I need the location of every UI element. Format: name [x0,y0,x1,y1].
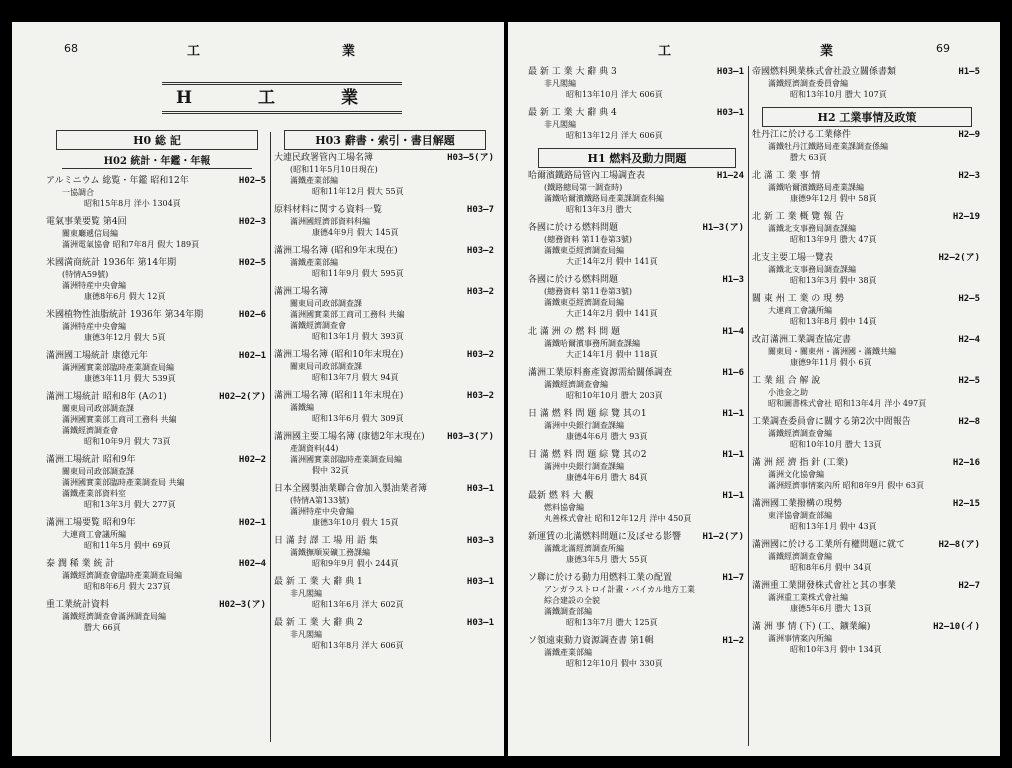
entry-title: 日 滿 封 譯 工 場 用 語 集 [274,536,378,546]
entry-code: H03—2 [466,246,494,256]
catalog-entry [528,170,746,215]
entry-title: 大連民政署管內工場名簿 [274,153,374,163]
entry-code: H02—2(ア) [219,392,266,402]
entry-publisher: 非凡閣編 [544,79,576,88]
entry-pub-info: 康德3年5月 謄大 55頁 [566,555,648,564]
entry-publisher: 關東局司政部調查課 [290,362,362,371]
entry-publisher: (鐵路總局第一調查時) [544,183,623,192]
column-divider-left [270,132,271,742]
entry-title: ソ領遠東動力資源調查書 第1輯 [528,636,654,646]
entry-code: H1—5 [958,67,980,77]
entry-title: 滿洲工場統計 昭和9年 [46,455,136,465]
entry-code: H03—1 [716,67,744,77]
entry-code: H2—3 [958,171,980,181]
entry-title: 泰 潤 稀 業 統 計 [46,559,115,569]
entry-publisher: 滿鐵經濟調查委員會編 [768,79,848,88]
entry-code: H1—1 [722,409,744,419]
entry-publisher: 昭和圖書株式會社 昭和13年4月 洋小 497頁 [768,399,927,408]
entry-code: H2—5 [958,294,980,304]
entry-pub-info: 昭和13年8月 洋大 606頁 [312,641,404,650]
entry-pub-info: 康德9年11月 假小 6頁 [790,358,872,367]
entry-title: 關 東 州 工 業 の 現 勢 [752,294,845,304]
header-left-1: 工 [187,44,201,59]
entry-code: H02—2 [238,455,266,465]
catalog-entry [528,66,746,100]
entry-pub-info: 昭和10年10月 謄大 13頁 [790,440,882,449]
entry-pub-info: 謄大 63頁 [790,153,827,162]
entry-publisher: 滿洲特産中央會編 [62,281,126,290]
catalog-entry [46,175,268,209]
catalog-entry [274,535,496,569]
entry-code: H02—5 [238,258,266,268]
entry-publisher: 滿洲國實業部臨時產業調查局編 [290,455,402,464]
entry-publisher: 關東局・關東州・滿洲國・滿鐵共編 [768,347,896,356]
entry-code: H03—2 [466,350,494,360]
entry-title: 北 滿 洲 の 燃 料 問 題 [528,327,621,337]
entry-title: 新運賃の北滿燃料問題に及ぼせる影響 [528,532,682,542]
entry-title: 北支主要工場一覽表 [752,253,834,263]
entry-pub-info: 大正14年2月 假中 141頁 [566,257,658,266]
entry-pub-info: 昭和10年3月 假中 134頁 [790,645,882,654]
entry-publisher: 滿洲國實業部臨時產業調查局編 [62,363,174,372]
entry-pub-info: 康德9年12月 假中 58頁 [790,194,877,203]
entry-title: 滿洲工業原料畜產資源需給關係調查 [528,368,673,378]
entry-title: 滿洲工場名簿 [274,287,329,297]
entry-publisher: 非凡閣編 [290,589,322,598]
page-number-left: 68 [64,42,78,55]
entry-publisher: 滿鐵北支事務局調查課編 [768,265,856,274]
entry-pub-info: 昭和13年3月 謄大 [566,205,632,214]
entry-title: 滿洲工場名簿 (昭和11年末現在) [274,391,404,401]
entry-pub-info: 昭和13年7月 謄大 125頁 [566,618,658,627]
entry-publisher: 滿鐵東亞經濟調查局編 [544,298,624,307]
catalog-entry [46,558,268,592]
entry-title: 滿 洲 經 濟 指 針 (工業) [752,458,849,468]
entry-publisher: 滿鐵經濟調查會 [290,321,346,330]
entry-title: 日 滿 燃 料 問 題 綜 覽 其の1 [528,409,647,419]
section-heading: H2 工業事情及政策 [762,107,972,127]
right-page [508,22,1000,756]
entry-publisher: 滿鐵哈爾濱鐵路局產業課調查科編 [544,194,664,203]
catalog-entry [274,152,496,197]
entry-code: H2—16 [952,458,980,468]
entry-title: 最 新 工 業 大 辭 典 4 [528,108,617,118]
entry-code: H03—2 [466,287,494,297]
entry-code: H02—1 [238,351,266,361]
entry-code: H2—9 [958,130,980,140]
catalog-entry [528,531,746,565]
entry-title: 滿 洲 事 情 (下) (工、鑛業編) [752,622,871,632]
catalog-entry [752,170,982,204]
entry-publisher: (昭和11年5月10日現在) [290,165,378,174]
entry-pub-info: 康德3年10月 假大 15頁 [312,518,399,527]
entry-title: 改訂滿洲工業調查協定書 [752,335,852,345]
entry-pub-info: 康德4年6月 謄大 93頁 [566,432,648,441]
entry-pub-info: 昭和9年9月 假小 244頁 [312,559,399,568]
entry-pub-info: 昭和13年10月 謄大 107頁 [790,90,887,99]
entry-title: 米國植物性油脂統計 1936年 第34年期 [46,310,204,320]
catalog-entry [528,635,746,669]
section-heading: H1 燃料及動力問題 [538,148,736,168]
entry-publisher: 大連商工會議所編 [768,306,832,315]
entry-pub-info: 昭和13年1月 假中 43頁 [790,522,877,531]
entry-title: 北 滿 工 業 事 情 [752,171,821,181]
entry-publisher: 滿鐵調查部編 [544,607,592,616]
catalog-entry [528,274,746,319]
entry-publisher: 滿洲中央銀行調查課編 [544,462,624,471]
entry-publisher: 滿鐵編 [290,403,314,412]
entry-title: 重工業統計資料 [46,600,110,610]
entry-title: 滿洲工場統計 昭和8年 (Aの1) [46,392,167,402]
section-heading: H0 総 記 [56,130,258,150]
entry-publisher: 滿洲事情案內所編 [768,634,832,643]
catalog-entry [274,245,496,279]
catalog-entry [528,107,746,141]
entry-publisher: 滿洲經濟事情案內所 昭和8年9月 假中 63頁 [768,481,924,490]
catalog-entry [274,286,496,342]
catalog-entry [274,576,496,610]
entry-publisher: 滿洲中央銀行調查課編 [544,421,624,430]
catalog-entry [752,498,982,532]
page-number-right: 69 [936,42,950,55]
entry-publisher: 非凡閣編 [544,120,576,129]
entry-code: H2—4 [958,335,980,345]
catalog-entry [274,483,496,528]
catalog-entry [752,457,982,491]
catalog-entry [752,416,982,450]
entry-pub-info: 昭和8年6月 假大 237頁 [84,582,171,591]
entry-publisher: 滿鐵北滿經濟調查所編 [544,544,624,553]
entry-publisher: 丸善株式會社 昭和12年12月 洋中 450頁 [544,514,692,523]
catalog-entry [752,252,982,286]
entry-publisher: 滿洲國經濟部資料科編 [290,217,370,226]
entry-publisher: (總務資料 第11卷第3號) [544,235,633,244]
entry-title: 最新 燃 料 大 觀 [528,491,594,501]
catalog-entry [528,326,746,360]
entry-publisher: 滿鐵北支事務局調查課編 [768,224,856,233]
catalog-entry [46,309,268,343]
entry-pub-info: 假中 32頁 [312,466,349,475]
catalog-entry [46,350,268,384]
entry-code: H03—1 [466,577,494,587]
entry-pub-info: 大正14年2月 假中 141頁 [566,309,658,318]
entry-pub-info: 大正14年1月 假中 118頁 [566,350,658,359]
entry-publisher: 小池金之助 [768,388,808,397]
entry-publisher: 滿鐵經濟調查會編 [768,552,832,561]
section-heading: H03 辭書・索引・書目解題 [284,130,486,150]
entry-publisher: 滿鐵產業部編 [544,648,592,657]
entry-publisher: 滿鐵產業部編 [290,176,338,185]
entry-publisher: (特情A第133號) [290,496,350,505]
entry-code: H03—3 [466,536,494,546]
entry-code: H1—1 [722,491,744,501]
catalog-entry [46,517,268,551]
entry-title: 哈爾濱鐵路局管內工場調査表 [528,171,646,181]
entry-pub-info: 昭和13年12月 洋大 606頁 [566,131,663,140]
entry-title: 日 滿 燃 料 問 題 綜 覽 其の2 [528,450,647,460]
catalog-entry [528,572,746,628]
entry-publisher: 滿洲重工業株式會社編 [768,593,848,602]
entry-pub-info: 昭和13年9月 謄大 47頁 [790,235,877,244]
subsection-heading: H02 統計・年鑑・年報 [62,152,252,169]
catalog-entry [528,408,746,442]
entry-code: H03—1 [716,108,744,118]
catalog-entry [752,539,982,573]
entry-publisher: 滿鐵產業部資料室 [62,489,126,498]
catalog-entry [752,129,982,163]
entry-pub-info: 康德8年6月 假大 12頁 [84,292,166,301]
catalog-entry [46,599,268,633]
entry-pub-info: 昭和13年7月 假大 94頁 [312,373,399,382]
entry-title: 最 新 工 業 大 辭 典 2 [274,618,363,628]
entry-title: 滿洲國工業撥構の現勢 [752,499,843,509]
entry-publisher: 一協調合 [62,188,94,197]
entry-pub-info: 康德3年11月 假大 539頁 [84,374,176,383]
entry-publisher: 滿鐵經濟調查會編 [768,429,832,438]
header-right-1: 工 [658,44,672,59]
catalog-entry [274,349,496,383]
catalog-entry [528,449,746,483]
catalog-entry [274,204,496,238]
entry-publisher: 滿鐵東亞經濟調查局編 [544,246,624,255]
catalog-entry [752,580,982,614]
entry-publisher: 關東局司政部調查課 [62,404,134,413]
entry-title: 最 新 工 業 大 辭 典 3 [528,67,617,77]
catalog-entry [752,375,982,409]
entry-title: 滿洲工場要覧 昭和9年 [46,518,136,528]
entry-pub-info: 康德4年6月 謄大 84頁 [566,473,648,482]
entry-code: H2—7 [958,581,980,591]
entry-code: H2—2(ア) [938,253,980,263]
right-column-2 [752,66,982,662]
entry-publisher: 滿洲特産中央會編 [290,507,354,516]
entry-publisher: アンガラストロイ計畫・バイカル地方工業 [544,585,695,594]
header-right-2: 業 [820,44,834,59]
entry-code: H1—6 [722,368,744,378]
entry-pub-info: 昭和13年10月 洋大 606頁 [566,90,663,99]
entry-title: 帝國燃料興業株式會社設立關係書類 [752,67,897,77]
entry-code: H03—2 [466,391,494,401]
entry-code: H02—4 [238,559,266,569]
entry-publisher: 燃料協會編 [544,503,584,512]
entry-code: H03—7 [466,205,494,215]
left-column-1 [46,126,268,640]
entry-code: H1—2 [722,636,744,646]
entry-pub-info: 昭和15年8月 洋小 1304頁 [84,199,181,208]
entry-title: 工 業 組 合 解 說 [752,376,821,386]
catalog-entry [528,490,746,524]
entry-publisher: 滿洲國實業部工商司工務科 共編 [290,310,405,319]
entry-publisher: 滿鐵經濟調查會臨時產業調查局編 [62,571,182,580]
entry-title: アルミニウム 総覧・年鑑 昭和12年 [46,176,189,186]
entry-code: H2—5 [958,376,980,386]
entry-publisher: 滿鐵經濟調查會編 [544,380,608,389]
entry-publisher: (總務資料 第11卷第3號) [544,287,633,296]
header-left-2: 業 [342,44,356,59]
entry-title: 米國満商統計 1936年 第14年期 [46,258,177,268]
entry-code: H2—8(ア) [938,540,980,550]
entry-title: ソ聯に於ける動力用燃料工業の配置 [528,573,673,583]
entry-title: 各國に於ける燃料問題 [528,275,619,285]
entry-code: H1—4 [722,327,744,337]
entry-publisher: 非凡閣編 [290,630,322,639]
entry-code: H02—3 [238,217,266,227]
entry-publisher: 滿鐵撫順炭礦工務課編 [290,548,370,557]
entry-pub-info: 昭和10年10月 謄大 203頁 [566,391,663,400]
entry-publisher: 滿洲特産中央會編 [62,322,126,331]
entry-publisher: 滿洲文化協會編 [768,470,824,479]
entry-publisher: 滿鐵哈爾濱事務所調查課編 [544,339,640,348]
entry-title: 滿洲國工場統計 康德元年 [46,351,148,361]
entry-code: H1—3 [722,275,744,285]
entry-pub-info: 昭和13年6月 假大 309頁 [312,414,404,423]
entry-publisher: 滿洲國實業部臨時產業調查局 共編 [62,478,185,487]
entry-code: H03—3(ア) [447,432,494,442]
entry-publisher: 滿洲國實業部工商司工務科 共編 [62,415,177,424]
entry-pub-info: 昭和11年5月 假中 69頁 [84,541,171,550]
entry-pub-info: 昭和12年10月 假中 330頁 [566,659,663,668]
entry-publisher: 大連商工會議所編 [62,530,126,539]
entry-publisher: 東洋協會調查部編 [768,511,832,520]
entry-code: H1—1 [722,450,744,460]
entry-pub-info: 昭和13年1月 假大 393頁 [312,332,404,341]
entry-code: H2—15 [952,499,980,509]
catalog-entry [752,621,982,655]
catalog-entry [528,367,746,401]
entry-title: 電氣事業要覧 第4回 [46,217,127,227]
entry-title: 滿洲重工業開發株式會社と其の事業 [752,581,897,591]
entry-title: 各國に於ける燃料問題 [528,223,619,233]
entry-publisher: 滿洲電氣協會 昭和7年8月 假大 189頁 [62,240,200,249]
catalog-entry [752,66,982,100]
entry-pub-info: 康德5年6月 謄大 13頁 [790,604,872,613]
entry-title: 原料材料に関する資料一覧 [274,205,383,215]
entry-title: 最 新 工 業 大 辭 典 1 [274,577,363,587]
entry-pub-info: 昭和13年6月 洋大 602頁 [312,600,404,609]
entry-pub-info: 昭和8年6月 假中 34頁 [790,563,872,572]
entry-pub-info: 康德4年9月 假大 145頁 [312,228,399,237]
entry-code: H03—1 [466,484,494,494]
catalog-entry [274,431,496,476]
entry-pub-info: 謄大 66頁 [84,623,121,632]
catalog-entry [46,454,268,510]
entry-title: 北 新 工 業 概 覽 報 告 [752,212,845,222]
entry-publisher: 滿鐵經濟調查會 [62,426,118,435]
entry-code: H1—24 [716,171,744,181]
entry-pub-info: 昭和10年9月 假大 73頁 [84,437,171,446]
entry-publisher: 滿鐵牡丹江鐵路局產業課調查係編 [768,142,888,151]
entry-pub-info: 昭和11年9月 假大 595頁 [312,269,404,278]
entry-code: H2—8 [958,417,980,427]
entry-pub-info: 昭和13年3月 假大 277頁 [84,500,176,509]
category-stamp: H 工 業 [162,82,402,114]
right-column-1 [528,66,746,676]
catalog-entry [46,391,268,447]
entry-title: 滿洲工場名簿 (昭和9年末現在) [274,246,398,256]
catalog-entry [752,211,982,245]
catalog-entry [274,617,496,651]
catalog-entry [752,334,982,368]
entry-title: 日本全國製油業聯合會加入製油業者簿 [274,484,428,494]
entry-publisher: 滿鐵產業部編 [290,258,338,267]
catalog-entry [46,216,268,250]
entry-code: H2—19 [952,212,980,222]
entry-pub-info: 昭和11年12月 假大 55頁 [312,187,404,196]
entry-title: 牡丹江に於ける工業條件 [752,130,852,140]
entry-title: 滿洲國に於ける工業所有權問題に就て [752,540,906,550]
entry-publisher: (特情A59號) [62,270,109,279]
entry-code: H03—5(ア) [447,153,494,163]
catalog-entry [274,390,496,424]
entry-code: H1—3(ア) [702,223,744,233]
entry-code: H02—6 [238,310,266,320]
entry-code: H02—1 [238,518,266,528]
entry-pub-info: 康德3年12月 假大 5頁 [84,333,166,342]
entry-publisher: 關東局司政部調查課 [62,467,134,476]
entry-publisher: 綜合建設の全貌 [544,596,600,605]
entry-code: H03—1 [466,618,494,628]
entry-publisher: 關東廳遞信局編 [62,229,118,238]
entry-publisher: 產調資料(44) [290,444,339,453]
left-page [12,22,504,756]
entry-pub-info: 昭和13年3月 假中 38頁 [790,276,877,285]
entry-title: 滿洲國主要工場名簿 (康德2年末現在) [274,432,425,442]
entry-publisher: 滿鐵經濟調查會滿洲調査局編 [62,612,166,621]
entry-title: 工業調查委員會に關する第2次中間報告 [752,417,911,427]
catalog-entry [528,222,746,267]
entry-pub-info: 昭和13年8月 假中 14頁 [790,317,877,326]
left-column-2 [274,126,496,658]
entry-code: H1—7 [722,573,744,583]
entry-code: H1—2(ア) [702,532,744,542]
column-divider-right [748,66,749,746]
entry-code: H02—5 [238,176,266,186]
entry-title: 滿洲工場名簿 (昭和10年末現在) [274,350,404,360]
entry-publisher: 關東局司政部調查課 [290,299,362,308]
entry-publisher: 滿鐵哈爾濱鐵路局產業課編 [768,183,864,192]
entry-code: H02—3(ア) [219,600,266,610]
entry-code: H2—10(イ) [933,622,980,632]
catalog-entry [752,293,982,327]
catalog-entry [46,257,268,302]
